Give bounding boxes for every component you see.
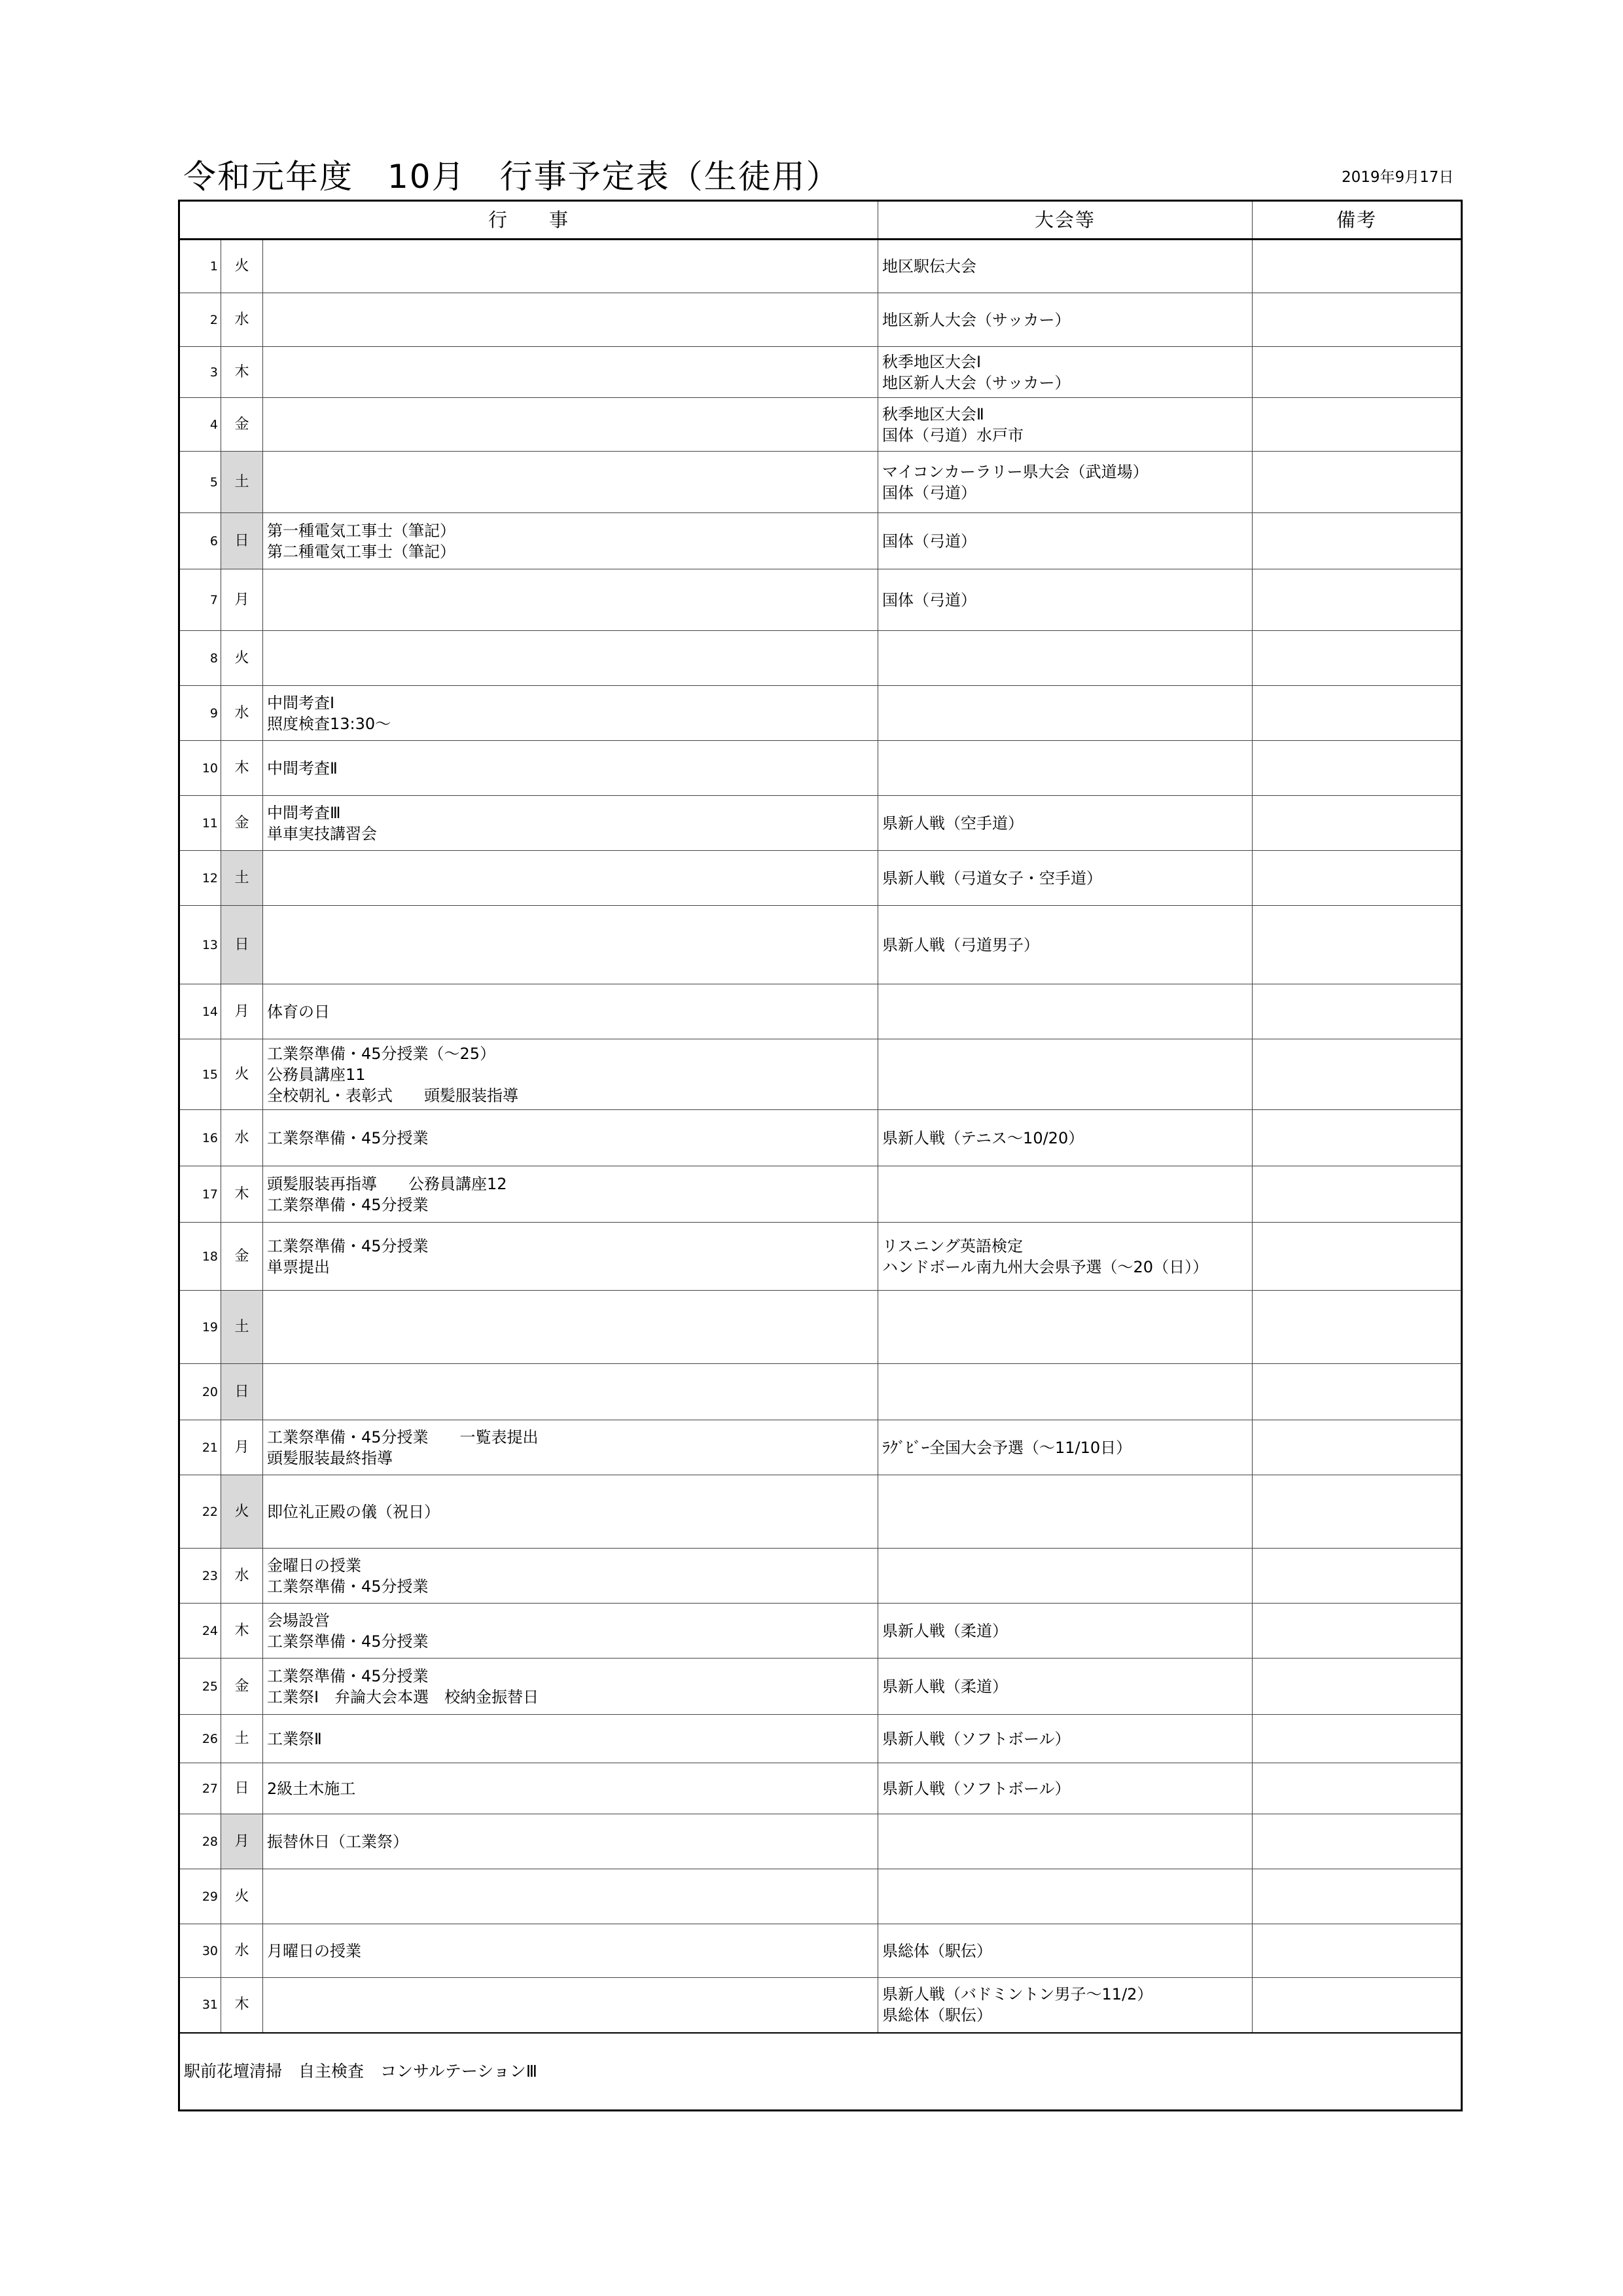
- day-number: 5: [179, 452, 221, 513]
- day-number: 6: [179, 513, 221, 569]
- table-row: [179, 398, 1462, 452]
- event-cell: 工業祭準備・45分授業（～25） 公務員講座11 全校朝礼・表彰式 頭髪服装指導: [263, 1039, 878, 1110]
- notes-cell: [1253, 796, 1462, 851]
- day-number: 2: [179, 293, 221, 347]
- notes-cell: [1253, 1291, 1462, 1364]
- competition-cell: 秋季地区大会Ⅰ 地区新人大会（サッカー）: [878, 347, 1253, 398]
- day-number: 17: [179, 1166, 221, 1223]
- table-row: [179, 452, 1462, 513]
- competition-cell: 県新人戦（テニス～10/20）: [878, 1110, 1253, 1166]
- weekday: 水: [221, 293, 263, 347]
- table-row: [179, 1291, 1462, 1364]
- notes-cell: [1253, 1763, 1462, 1814]
- notes-cell: [1253, 1869, 1462, 1924]
- table-row: [179, 293, 1462, 347]
- weekday: 水: [221, 1549, 263, 1604]
- table-row: [179, 1166, 1462, 1223]
- table-row: [179, 569, 1462, 631]
- table-row: [179, 1715, 1462, 1763]
- event-cell: 第一種電気工事士（筆記） 第二種電気工事士（筆記）: [263, 513, 878, 569]
- day-number: 1: [179, 240, 221, 293]
- day-number: 16: [179, 1110, 221, 1166]
- event-cell: 中間考査Ⅱ: [263, 741, 878, 796]
- table-row: [179, 1364, 1462, 1420]
- competition-cell: 県新人戦（バドミントン男子～11/2） 県総体（駅伝）: [878, 1978, 1253, 2033]
- event-cell: 工業祭準備・45分授業 工業祭Ⅰ 弁論大会本選 校納金振替日: [263, 1659, 878, 1715]
- event-cell: [263, 631, 878, 686]
- notes-cell: [1253, 452, 1462, 513]
- day-number: 31: [179, 1978, 221, 2033]
- day-number: 29: [179, 1869, 221, 1924]
- competition-cell: 県新人戦（柔道）: [878, 1604, 1253, 1659]
- day-number: 22: [179, 1475, 221, 1549]
- table-row: [179, 1110, 1462, 1166]
- table-row: [179, 631, 1462, 686]
- notes-cell: [1253, 240, 1462, 293]
- day-number: 18: [179, 1223, 221, 1291]
- table-row: [179, 1814, 1462, 1869]
- col-header-events: 行 事: [179, 201, 878, 240]
- weekday: 土: [221, 851, 263, 906]
- notes-cell: [1253, 347, 1462, 398]
- table-row: [179, 686, 1462, 741]
- competition-cell: [878, 984, 1253, 1039]
- competition-cell: [878, 686, 1253, 741]
- day-number: 10: [179, 741, 221, 796]
- competition-cell: [878, 741, 1253, 796]
- event-cell: [263, 398, 878, 452]
- notes-cell: [1253, 1166, 1462, 1223]
- event-cell: 月曜日の授業: [263, 1924, 878, 1978]
- notes-cell: [1253, 1039, 1462, 1110]
- weekday: 金: [221, 398, 263, 452]
- notes-cell: [1253, 741, 1462, 796]
- footer-row: [179, 2033, 1462, 2111]
- event-cell: 工業祭準備・45分授業 単票提出: [263, 1223, 878, 1291]
- weekday: 土: [221, 1715, 263, 1763]
- weekday: 木: [221, 1166, 263, 1223]
- day-number: 3: [179, 347, 221, 398]
- weekday: 木: [221, 1604, 263, 1659]
- day-number: 26: [179, 1715, 221, 1763]
- notes-cell: [1253, 1814, 1462, 1869]
- event-cell: [263, 240, 878, 293]
- event-cell: 即位礼正殿の儀（祝日）: [263, 1475, 878, 1549]
- table-row: [179, 240, 1462, 293]
- table-row: [179, 984, 1462, 1039]
- day-number: 11: [179, 796, 221, 851]
- event-cell: 体育の日: [263, 984, 878, 1039]
- table-row: [179, 1924, 1462, 1978]
- competition-cell: 秋季地区大会Ⅱ 国体（弓道）水戸市: [878, 398, 1253, 452]
- notes-cell: [1253, 569, 1462, 631]
- competition-cell: 県新人戦（空手道）: [878, 796, 1253, 851]
- notes-cell: [1253, 1110, 1462, 1166]
- weekday: 金: [221, 796, 263, 851]
- competition-cell: 県新人戦（ソフトボール）: [878, 1715, 1253, 1763]
- day-number: 20: [179, 1364, 221, 1420]
- weekday: 金: [221, 1659, 263, 1715]
- weekday: 金: [221, 1223, 263, 1291]
- notes-cell: [1253, 1549, 1462, 1604]
- day-number: 23: [179, 1549, 221, 1604]
- weekday: 火: [221, 1039, 263, 1110]
- weekday: 水: [221, 686, 263, 741]
- table-row: [179, 1475, 1462, 1549]
- competition-cell: 県新人戦（柔道）: [878, 1659, 1253, 1715]
- weekday: 木: [221, 741, 263, 796]
- weekday: 火: [221, 1475, 263, 1549]
- weekday: 日: [221, 1364, 263, 1420]
- table-row: [179, 513, 1462, 569]
- event-cell: [263, 906, 878, 984]
- event-cell: 工業祭準備・45分授業: [263, 1110, 878, 1166]
- table-row: [179, 1604, 1462, 1659]
- competition-cell: ﾗｸﾞﾋﾞｰ全国大会予選（～11/10日）: [878, 1420, 1253, 1475]
- notes-cell: [1253, 1364, 1462, 1420]
- weekday: 日: [221, 513, 263, 569]
- notes-cell: [1253, 851, 1462, 906]
- weekday: 水: [221, 1110, 263, 1166]
- competition-cell: [878, 1039, 1253, 1110]
- table-row: [179, 741, 1462, 796]
- day-number: 7: [179, 569, 221, 631]
- competition-cell: リスニング英語検定 ハンドボール南九州大会県予選（～20（日））: [878, 1223, 1253, 1291]
- notes-cell: [1253, 984, 1462, 1039]
- notes-cell: [1253, 1715, 1462, 1763]
- competition-cell: 県総体（駅伝）: [878, 1924, 1253, 1978]
- competition-cell: [878, 1364, 1253, 1420]
- event-cell: [263, 1869, 878, 1924]
- schedule-body: [179, 240, 1462, 2033]
- schedule-table: [178, 200, 1463, 2111]
- table-row: [179, 851, 1462, 906]
- day-number: 14: [179, 984, 221, 1039]
- competition-cell: [878, 1166, 1253, 1223]
- table-row: [179, 1549, 1462, 1604]
- table-row: [179, 1039, 1462, 1110]
- day-number: 9: [179, 686, 221, 741]
- competition-cell: [878, 1549, 1253, 1604]
- table-row: [179, 347, 1462, 398]
- notes-cell: [1253, 398, 1462, 452]
- competition-cell: [878, 631, 1253, 686]
- event-cell: 中間考査Ⅰ 照度検査13:30～: [263, 686, 878, 741]
- weekday: 火: [221, 1869, 263, 1924]
- event-cell: 会場設営 工業祭準備・45分授業: [263, 1604, 878, 1659]
- day-number: 15: [179, 1039, 221, 1110]
- day-number: 19: [179, 1291, 221, 1364]
- event-cell: [263, 851, 878, 906]
- day-number: 21: [179, 1420, 221, 1475]
- notes-cell: [1253, 686, 1462, 741]
- notes-cell: [1253, 1604, 1462, 1659]
- table-row: [179, 906, 1462, 984]
- weekday: 土: [221, 1291, 263, 1364]
- competition-cell: 県新人戦（ソフトボール）: [878, 1763, 1253, 1814]
- weekday: 木: [221, 1978, 263, 2033]
- competition-cell: [878, 1291, 1253, 1364]
- header-row: [179, 201, 1462, 240]
- notes-cell: [1253, 631, 1462, 686]
- weekday: 月: [221, 1420, 263, 1475]
- day-number: 30: [179, 1924, 221, 1978]
- event-cell: 工業祭準備・45分授業 一覧表提出 頭髪服装最終指導: [263, 1420, 878, 1475]
- competition-cell: マイコンカーラリー県大会（武道場） 国体（弓道）: [878, 452, 1253, 513]
- weekday: 木: [221, 347, 263, 398]
- footer-note: 駅前花壇清掃 自主検査 コンサルテーションⅢ: [179, 2033, 1462, 2111]
- competition-cell: 地区駅伝大会: [878, 240, 1253, 293]
- event-cell: [263, 1291, 878, 1364]
- event-cell: [263, 1978, 878, 2033]
- day-number: 13: [179, 906, 221, 984]
- col-header-notes: 備考: [1253, 201, 1462, 240]
- notes-cell: [1253, 293, 1462, 347]
- event-cell: [263, 293, 878, 347]
- event-cell: [263, 347, 878, 398]
- weekday: 火: [221, 631, 263, 686]
- day-number: 24: [179, 1604, 221, 1659]
- event-cell: 工業祭Ⅱ: [263, 1715, 878, 1763]
- event-cell: 金曜日の授業 工業祭準備・45分授業: [263, 1549, 878, 1604]
- competition-cell: 地区新人大会（サッカー）: [878, 293, 1253, 347]
- event-cell: 2級土木施工: [263, 1763, 878, 1814]
- day-number: 12: [179, 851, 221, 906]
- weekday: 火: [221, 240, 263, 293]
- table-row: [179, 1869, 1462, 1924]
- weekday: 日: [221, 1763, 263, 1814]
- weekday: 月: [221, 984, 263, 1039]
- table-row: [179, 1223, 1462, 1291]
- notes-cell: [1253, 513, 1462, 569]
- competition-cell: 国体（弓道）: [878, 513, 1253, 569]
- weekday: 日: [221, 906, 263, 984]
- day-number: 8: [179, 631, 221, 686]
- day-number: 28: [179, 1814, 221, 1869]
- weekday: 月: [221, 1814, 263, 1869]
- day-number: 25: [179, 1659, 221, 1715]
- table-row: [179, 796, 1462, 851]
- notes-cell: [1253, 1223, 1462, 1291]
- competition-cell: 県新人戦（弓道男子）: [878, 906, 1253, 984]
- table-row: [179, 1659, 1462, 1715]
- notes-cell: [1253, 906, 1462, 984]
- event-cell: [263, 569, 878, 631]
- weekday: 月: [221, 569, 263, 631]
- notes-cell: [1253, 1659, 1462, 1715]
- weekday: 土: [221, 452, 263, 513]
- table-row: [179, 1420, 1462, 1475]
- weekday: 水: [221, 1924, 263, 1978]
- notes-cell: [1253, 1475, 1462, 1549]
- event-cell: 振替休日（工業祭）: [263, 1814, 878, 1869]
- event-cell: [263, 1364, 878, 1420]
- table-row: [179, 1763, 1462, 1814]
- competition-cell: [878, 1814, 1253, 1869]
- day-number: 27: [179, 1763, 221, 1814]
- table-row: [179, 1978, 1462, 2033]
- competition-cell: [878, 1869, 1253, 1924]
- notes-cell: [1253, 1420, 1462, 1475]
- competition-cell: 県新人戦（弓道女子・空手道）: [878, 851, 1253, 906]
- notes-cell: [1253, 1924, 1462, 1978]
- notes-cell: [1253, 1978, 1462, 2033]
- competition-cell: [878, 1475, 1253, 1549]
- competition-cell: 国体（弓道）: [878, 569, 1253, 631]
- col-header-competitions: 大会等: [878, 201, 1253, 240]
- event-cell: 中間考査Ⅲ 単車実技講習会: [263, 796, 878, 851]
- day-number: 4: [179, 398, 221, 452]
- issue-date: 2019年9月17日: [1342, 169, 1454, 186]
- event-cell: 頭髪服装再指導 公務員講座12 工業祭準備・45分授業: [263, 1166, 878, 1223]
- event-cell: [263, 452, 878, 513]
- page-title: 令和元年度 10月 行事予定表（生徒用）: [183, 158, 840, 196]
